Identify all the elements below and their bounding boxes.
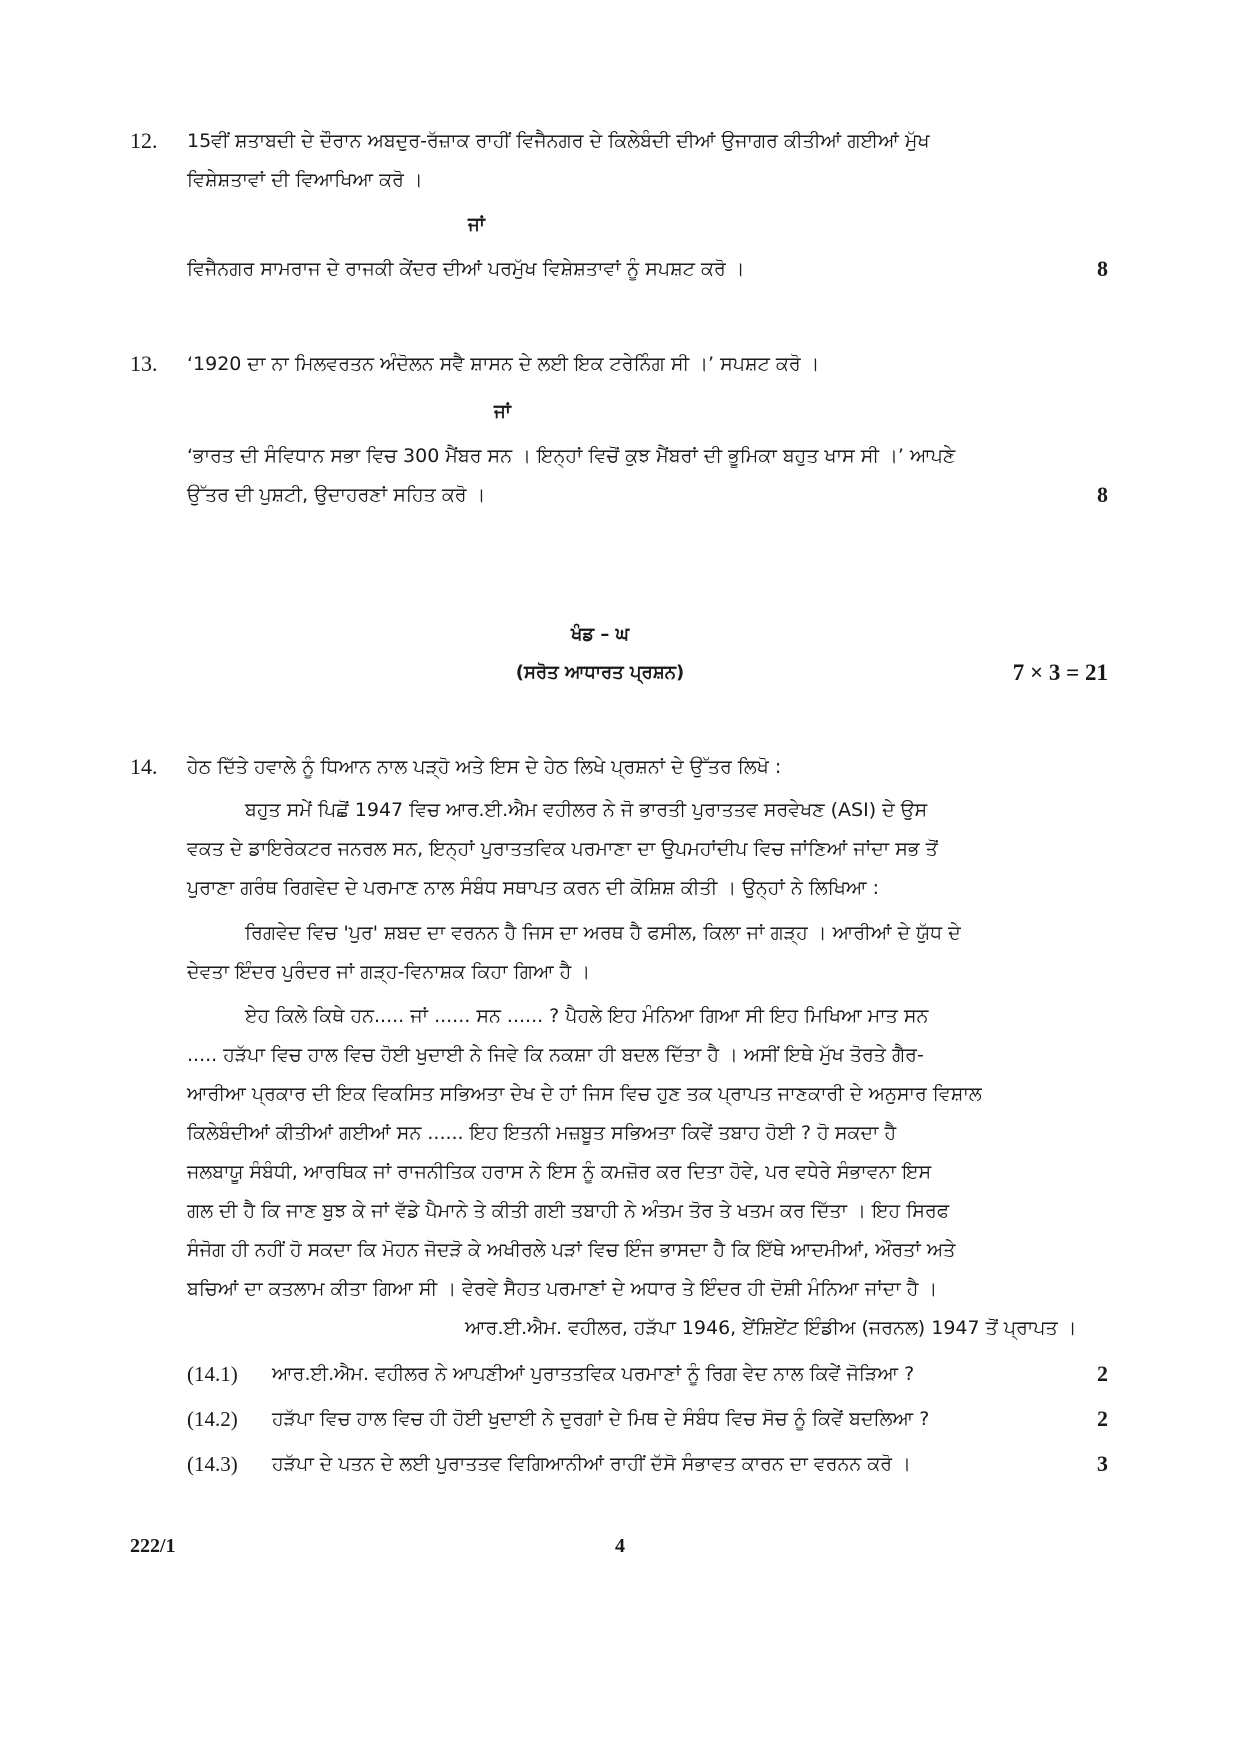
question-number: 12. bbox=[130, 128, 158, 153]
passage-source: ਆਰ.ਈ.ਐਮ. ਵਹੀਲਰ, ਹੜੱਪਾ 1946, ਏਂਸ਼ਿਏਂਟ ਇੰਡੀਅ (ਜਰਨਲ) 1947 ਤੋਂ ਪ੍ਰਾਪਤ । bbox=[465, 1317, 1077, 1339]
passage-line: ਪੁਰਾਣਾ ਗਰੰਥ ਰਿਗਵੇਦ ਦੇ ਪਰਮਾਣ ਨਾਲ ਸੰਬੰਧ ਸਥਾਪਤ ਕਰਨ ਦੀ ਕੋਸ਼ਿਸ਼ ਕੀਤੀ । ਉਨ੍ਹਾਂ ਨੇ ਲਿਖਿਆ : bbox=[187, 877, 880, 899]
subquestion-number: (14.3) bbox=[187, 1452, 238, 1476]
marks: 2 bbox=[1097, 1406, 1108, 1431]
question-number: 13. bbox=[130, 351, 158, 376]
section-title: ਖੰਡ – ਘ bbox=[570, 624, 630, 645]
passage-line: ਦੇਵਤਾ ਇੰਦਰ ਪੁਰੰਦਰ ਜਾਂ ਗੜ੍ਹ-ਵਿਨਾਸ਼ਕ ਕਿਹਾ ਗਿਆ ਹੈ । bbox=[187, 961, 591, 983]
subquestion-number: (14.1) bbox=[187, 1362, 238, 1386]
question-text: ਉੱਤਰ ਦੀ ਪੁਸ਼ਟੀ, ਉਦਾਹਰਣਾਂ ਸਹਿਤ ਕਰੋ । bbox=[187, 484, 486, 506]
section-score: 7 × 3 = 21 bbox=[1012, 660, 1108, 685]
subquestion-text: ਹੜੱਪਾ ਵਿਚ ਹਾਲ ਵਿਚ ਹੀ ਹੋਈ ਖੁਦਾਈ ਨੇ ਦੁਰਗਾਂ ਦੇ ਮਿਥ ਦੇ ਸੰਬੰਧ ਵਿਚ ਸੋਚ ਨੂੰ ਕਿਵੇਂ ਬਦਲਿਆ ? bbox=[272, 1408, 930, 1430]
question-text: ਹੇਠ ਦਿੱਤੇ ਹਵਾਲੇ ਨੂੰ ਧਿਆਨ ਨਾਲ ਪੜ੍ਹੋ ਅਤੇ ਇਸ ਦੇ ਹੇਠ ਲਿਖੇ ਪ੍ਰਸ਼ਨਾਂ ਦੇ ਉੱਤਰ ਲਿਖੋ : bbox=[187, 756, 782, 778]
subquestion-number: (14.2) bbox=[187, 1407, 238, 1431]
passage-line: ਸੰਜੋਗ ਹੀ ਨਹੀਂ ਹੋ ਸਕਦਾ ਕਿ ਮੋਹਨ ਜੋਦੜੋ ਕੇ ਅਖੀਰਲੇ ਪੜਾਂ ਵਿਚ ਇੰਜ ਭਾਸਦਾ ਹੈ ਕਿ ਇੱਥੇ ਆਦਮੀਆਂ, ਔਰਤਾਂ ਅਤੇ bbox=[187, 1239, 956, 1261]
passage-line: ਰਿਗਵੇਦ ਵਿਚ 'ਪੁਰ' ਸ਼ਬਦ ਦਾ ਵਰਨਨ ਹੈ ਜਿਸ ਦਾ ਅਰਥ ਹੈ ਫਸੀਲ, ਕਿਲਾ ਜਾਂ ਗੜ੍ਹ । ਆਰੀਆਂ ਦੇ ਯੁੱਧ ਦੇ bbox=[245, 922, 961, 944]
marks: 8 bbox=[1097, 256, 1108, 281]
passage-line: ਜਲਬਾਯੂ ਸੰਬੰਧੀ, ਆਰਥਿਕ ਜਾਂ ਰਾਜਨੀਤਿਕ ਹਰਾਸ ਨੇ ਇਸ ਨੂੰ ਕਮਜ਼ੋਰ ਕਰ ਦਿਤਾ ਹੋਵੇ, ਪਰ ਵਧੇਰੇ ਸੰਭਾਵਨਾ ਇਸ bbox=[187, 1161, 932, 1183]
question-text: ‘1920 ਦਾ ਨਾ ਮਿਲਵਰਤਨ ਅੰਦੋਲਨ ਸਵੈ ਸ਼ਾਸਨ ਦੇ ਲਈ ਇਕ ਟਰੇਨਿੰਗ ਸੀ ।’ ਸਪਸ਼ਟ ਕਰੋ । bbox=[187, 353, 820, 375]
passage-line: ਬਹੁਤ ਸਮੇਂ ਪਿਛੋਂ 1947 ਵਿਚ ਆਰ.ਈ.ਐਮ ਵਹੀਲਰ ਨੇ ਜੋ ਭਾਰਤੀ ਪੁਰਾਤਤਵ ਸਰਵੇਖਣ (ASI) ਦੇ ਉਸ bbox=[245, 799, 928, 821]
paper-code: 222/1 bbox=[130, 1535, 176, 1557]
question-text: ‘ਭਾਰਤ ਦੀ ਸੰਵਿਧਾਨ ਸਭਾ ਵਿਚ 300 ਮੈਂਬਰ ਸਨ । ਇਨ੍ਹਾਂ ਵਿਚੋਂ ਕੁਝ ਮੈਂਬਰਾਂ ਦੀ ਭੂਮਿਕਾ ਬਹੁਤ ਖਾਸ ਸੀ ।’ ਆਪਣੇ bbox=[187, 445, 956, 467]
passage-line: ਵਕਤ ਦੇ ਡਾਇਰੇਕਟਰ ਜਨਰਲ ਸਨ, ਇਨ੍ਹਾਂ ਪੁਰਾਤਤਵਿਕ ਪਰਮਾਣਾ ਦਾ ਉਪਮਹਾਂਦੀਪ ਵਿਚ ਜਾਂਣਿਆਂ ਜਾਂਦਾ ਸਭ ਤੋਂ bbox=[187, 838, 938, 860]
section-subtitle: (ਸਰੋਤ ਆਧਾਰਤ ਪ੍ਰਸ਼ਨ) bbox=[515, 662, 685, 683]
passage-line: ਕਿਲੇਬੰਦੀਆਂ ਕੀਤੀਆਂ ਗਈਆਂ ਸਨ ...... ਇਹ ਇਤਨੀ ਮਜ਼ਬੂਤ ਸਭਿਅਤਾ ਕਿਵੇਂ ਤਬਾਹ ਹੋਈ ? ਹੋ ਸਕਦਾ ਹੈ bbox=[187, 1122, 897, 1144]
or-separator: ਜਾਂ bbox=[468, 214, 485, 235]
passage-line: ਏਹ ਕਿਲੇ ਕਿਥੇ ਹਨ..... ਜਾਂ ...... ਸਨ ...... ? ਪੈਹਲੇ ਇਹ ਮੰਨਿਆ ਗਿਆ ਸੀ ਇਹ ਮਿਖਿਆ ਮਾਤ ਸਨ bbox=[245, 1005, 929, 1027]
marks: 8 bbox=[1097, 482, 1108, 507]
passage-line: ਗਲ ਦੀ ਹੈ ਕਿ ਜਾਣ ਬੁਝ ਕੇ ਜਾਂ ਵੱਡੇ ਪੈਮਾਨੇ ਤੇ ਕੀਤੀ ਗਈ ਤਬਾਹੀ ਨੇ ਅੰਤਮ ਤੋਰ ਤੇ ਖਤਮ ਕਰ ਦਿੱਤਾ । ਇਹ ਸਿਰਫ bbox=[187, 1200, 950, 1222]
subquestion-text: ਹੜੱਪਾ ਦੇ ਪਤਨ ਦੇ ਲਈ ਪੁਰਾਤਤਵ ਵਿਗਿਆਨੀਆਂ ਰਾਹੀਂ ਦੱਸੋ ਸੰਭਾਵਤ ਕਾਰਨ ਦਾ ਵਰਨਨ ਕਰੋ । bbox=[272, 1453, 911, 1475]
page-number: 4 bbox=[615, 1535, 625, 1557]
marks: 2 bbox=[1097, 1361, 1108, 1386]
or-separator: ਜਾਂ bbox=[494, 401, 511, 422]
passage-line: ..... ਹੜੱਪਾ ਵਿਚ ਹਾਲ ਵਿਚ ਹੋਈ ਖੁਦਾਈ ਨੇ ਜਿਵੇ ਕਿ ਨਕਸ਼ਾ ਹੀ ਬਦਲ ਦਿੱਤਾ ਹੈ । ਅਸੀਂ ਇਥੇ ਮੁੱਖ ਤੋਰਤੇ ਗੈਰ- bbox=[187, 1044, 924, 1066]
marks: 3 bbox=[1097, 1451, 1108, 1476]
question-text: 15ਵੀਂ ਸ਼ਤਾਬਦੀ ਦੇ ਦੌਰਾਨ ਅਬਦੁਰ-ਰੱਜ਼ਾਕ ਰਾਹੀਂ ਵਿਜੈਨਗਰ ਦੇ ਕਿਲੇਬੰਦੀ ਦੀਆਂ ਉਜਾਗਰ ਕੀਤੀਆਂ ਗਈਆਂ ਮੁੱਖ bbox=[187, 130, 930, 152]
subquestion-text: ਆਰ.ਈ.ਐਮ. ਵਹੀਲਰ ਨੇ ਆਪਣੀਆਂ ਪੁਰਾਤਤਵਿਕ ਪਰਮਾਣਾਂ ਨੂੰ ਰਿਗ ਵੇਦ ਨਾਲ ਕਿਵੇਂ ਜੋੜਿਆ ? bbox=[272, 1363, 915, 1385]
question-text: ਵਿਸ਼ੇਸ਼ਤਾਵਾਂ ਦੀ ਵਿਆਖਿਆ ਕਰੋ । bbox=[187, 169, 423, 191]
passage-line: ਆਰੀਆ ਪ੍ਰਕਾਰ ਦੀ ਇਕ ਵਿਕਸਿਤ ਸਭਿਅਤਾ ਦੇਖ ਦੇ ਹਾਂ ਜਿਸ ਵਿਚ ਹੁਣ ਤਕ ਪ੍ਰਾਪਤ ਜਾਣਕਾਰੀ ਦੇ ਅਨੁਸਾਰ ਵਿਸ਼ਾਲ bbox=[187, 1083, 982, 1105]
question-number: 14. bbox=[130, 754, 158, 779]
passage-line: ਬਚਿਆਂ ਦਾ ਕਤਲਾਮ ਕੀਤਾ ਗਿਆ ਸੀ । ਵੇਰਵੇ ਸੈਹਤ ਪਰਮਾਣਾਂ ਦੇ ਅਧਾਰ ਤੇ ਇੰਦਰ ਹੀ ਦੋਸ਼ੀ ਮੰਨਿਆ ਜਾਂਦਾ ਹੈ । bbox=[187, 1278, 938, 1300]
question-text: ਵਿਜੈਨਗਰ ਸਾਮਰਾਜ ਦੇ ਰਾਜਕੀ ਕੇਂਦਰ ਦੀਆਂ ਪਰਮੁੱਖ ਵਿਸ਼ੇਸ਼ਤਾਵਾਂ ਨੂੰ ਸਪਸ਼ਟ ਕਰੋ । bbox=[187, 258, 745, 280]
